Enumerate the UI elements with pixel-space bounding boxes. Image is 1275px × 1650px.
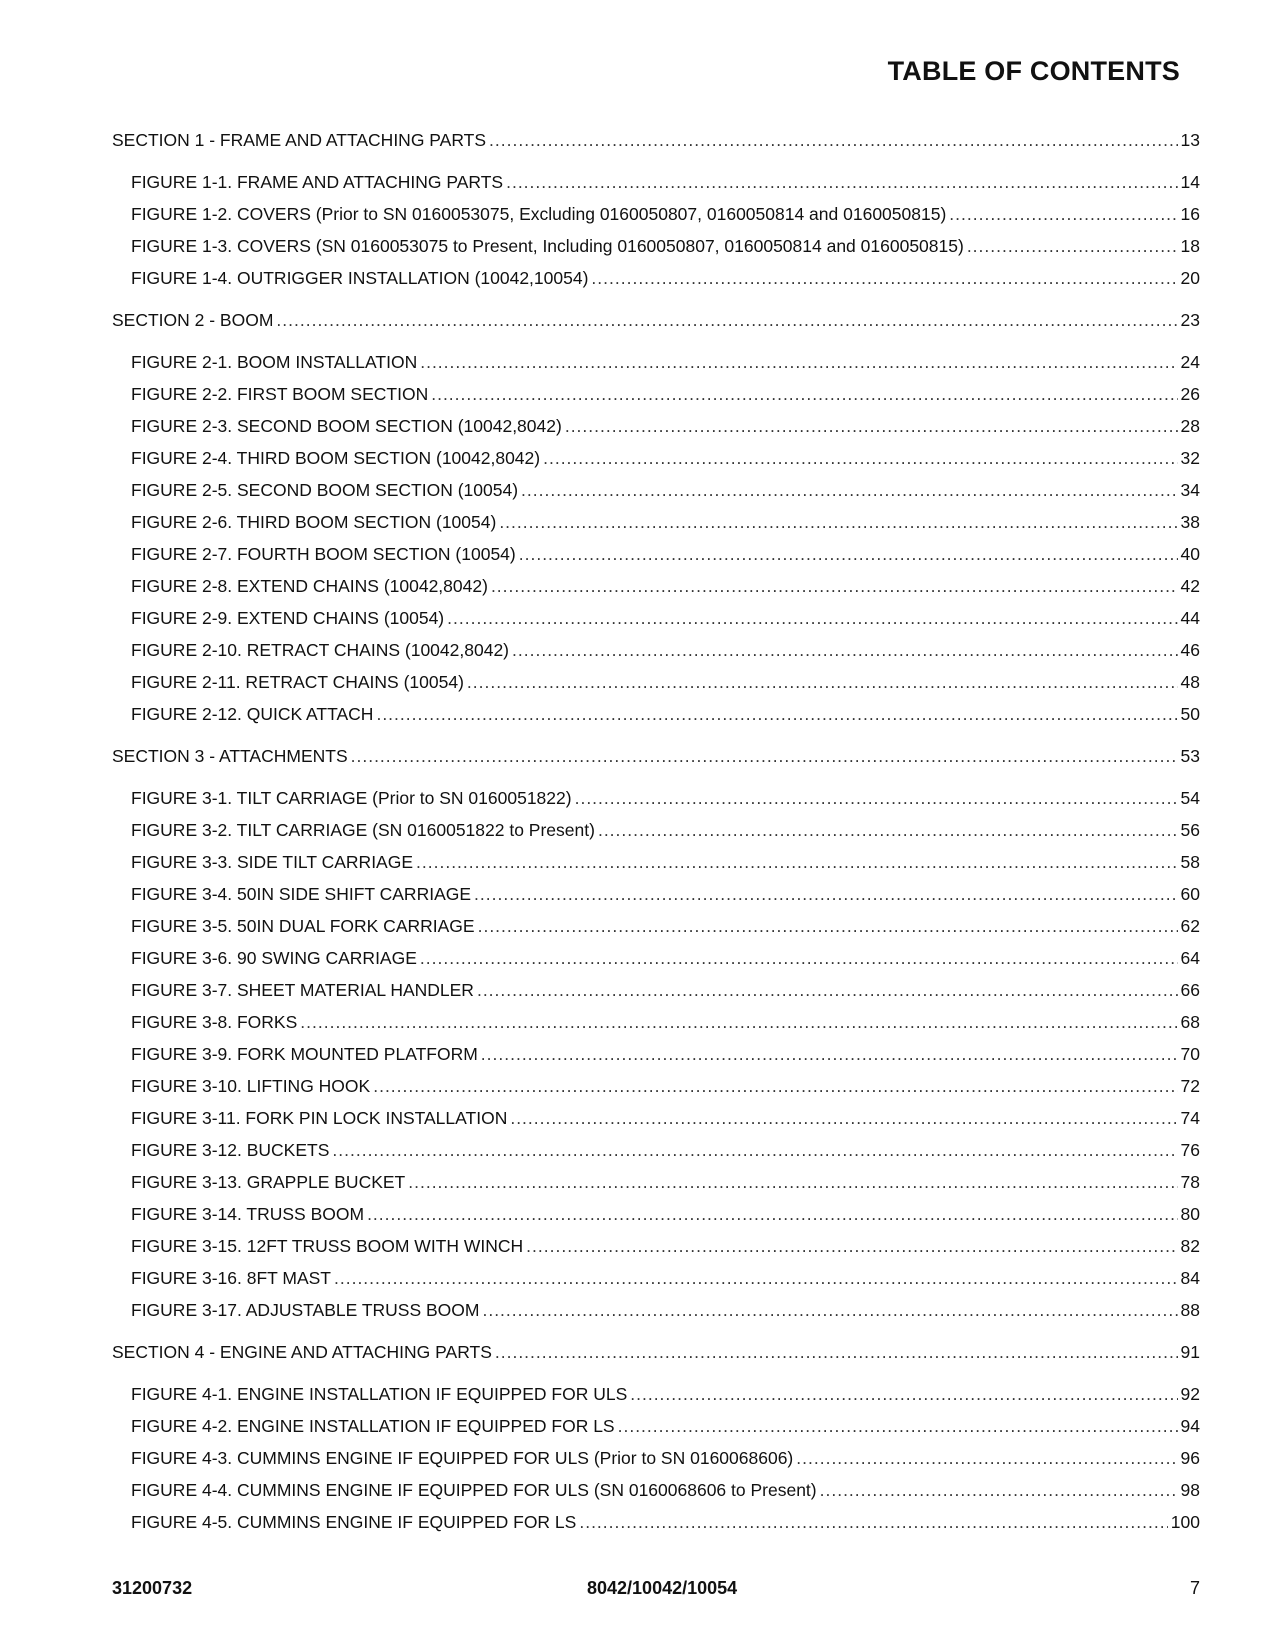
toc-entry-label: FIGURE 3-12. BUCKETS bbox=[131, 1140, 330, 1160]
toc-entry-page-number: 60 bbox=[1180, 884, 1200, 904]
toc-figure-entry[interactable] bbox=[112, 672, 1200, 704]
toc-entry-page-number: 54 bbox=[1180, 788, 1200, 808]
toc-entry-page-number: 26 bbox=[1180, 384, 1200, 404]
page-title: TABLE OF CONTENTS bbox=[887, 56, 1180, 86]
toc-figure-entry[interactable] bbox=[112, 1448, 1200, 1480]
toc-figure-entry[interactable] bbox=[112, 236, 1200, 268]
toc-entry-page-number: 58 bbox=[1180, 852, 1200, 872]
dot-leader bbox=[276, 310, 1177, 331]
toc-entry-label: FIGURE 1-1. FRAME AND ATTACHING PARTS bbox=[131, 172, 504, 192]
toc-entry-label: FIGURE 1-4. OUTRIGGER INSTALLATION (10042,10054) bbox=[131, 268, 589, 288]
dot-leader bbox=[482, 1300, 1177, 1321]
toc-entry-label: FIGURE 2-3. SECOND BOOM SECTION (10042,8042) bbox=[131, 416, 562, 436]
toc-entry-page-number: 32 bbox=[1180, 448, 1200, 468]
dot-leader bbox=[512, 640, 1178, 661]
toc-entry-page-number: 50 bbox=[1180, 704, 1200, 724]
dot-leader bbox=[499, 512, 1177, 533]
toc-figure-entry[interactable] bbox=[112, 1204, 1200, 1236]
toc-entry-page-number: 14 bbox=[1180, 172, 1200, 192]
toc-figure-entry[interactable] bbox=[112, 268, 1200, 300]
toc-entry-page-number: 92 bbox=[1180, 1384, 1200, 1404]
toc-figure-entry[interactable] bbox=[112, 576, 1200, 608]
toc-figure-entry[interactable] bbox=[112, 480, 1200, 512]
toc-figure-entry[interactable] bbox=[112, 1268, 1200, 1300]
toc-entry-page-number: 56 bbox=[1180, 820, 1200, 840]
dot-leader bbox=[332, 1140, 1177, 1161]
toc-entry-page-number: 72 bbox=[1180, 1076, 1200, 1096]
toc-figure-entry[interactable] bbox=[112, 1300, 1200, 1332]
toc-figure-entry[interactable] bbox=[112, 1076, 1200, 1108]
toc-figure-entry[interactable] bbox=[112, 852, 1200, 884]
toc-entry-label: SECTION 3 - ATTACHMENTS bbox=[112, 746, 348, 766]
dot-leader bbox=[598, 820, 1178, 841]
toc-figure-entry[interactable] bbox=[112, 916, 1200, 948]
dot-leader bbox=[510, 1108, 1177, 1129]
toc-entry-label: FIGURE 1-2. COVERS (Prior to SN 0160053075, Excluding 0160050807, 0160050814 and 0160050815) bbox=[131, 204, 947, 224]
toc-figure-entry[interactable] bbox=[112, 980, 1200, 1012]
toc-entry-page-number: 28 bbox=[1180, 416, 1200, 436]
toc-entry-label: FIGURE 3-16. 8FT MAST bbox=[131, 1268, 331, 1288]
page-footer bbox=[112, 1578, 1200, 1602]
dot-leader bbox=[420, 948, 1178, 969]
toc-figure-entry[interactable] bbox=[112, 1044, 1200, 1076]
toc-entry-page-number: 68 bbox=[1180, 1012, 1200, 1032]
dot-leader bbox=[630, 1384, 1177, 1405]
toc-entry-label: FIGURE 3-10. LIFTING HOOK bbox=[131, 1076, 371, 1096]
toc-entry-page-number: 76 bbox=[1180, 1140, 1200, 1160]
toc-section-entry[interactable] bbox=[112, 130, 1200, 162]
toc-figure-entry[interactable] bbox=[112, 204, 1200, 236]
dot-leader bbox=[367, 1204, 1177, 1225]
toc-entry-label: FIGURE 2-11. RETRACT CHAINS (10054) bbox=[131, 672, 464, 692]
toc-entry-page-number: 13 bbox=[1180, 130, 1200, 150]
toc-figure-entry[interactable] bbox=[112, 1140, 1200, 1172]
table-of-contents bbox=[112, 130, 1200, 1544]
toc-entry-label: FIGURE 3-11. FORK PIN LOCK INSTALLATION bbox=[131, 1108, 508, 1128]
dot-leader bbox=[575, 788, 1178, 809]
toc-figure-entry[interactable] bbox=[112, 1012, 1200, 1044]
toc-entry-label: FIGURE 3-7. SHEET MATERIAL HANDLER bbox=[131, 980, 474, 1000]
toc-entry-label: FIGURE 4-1. ENGINE INSTALLATION IF EQUIPPED FOR ULS bbox=[131, 1384, 628, 1404]
dot-leader bbox=[376, 704, 1177, 725]
toc-entry-page-number: 64 bbox=[1180, 948, 1200, 968]
dot-leader bbox=[489, 130, 1178, 151]
toc-figure-entry[interactable] bbox=[112, 172, 1200, 204]
toc-entry-label: SECTION 1 - FRAME AND ATTACHING PARTS bbox=[112, 130, 487, 150]
toc-section-entry[interactable] bbox=[112, 1342, 1200, 1374]
dot-leader bbox=[796, 1448, 1177, 1469]
toc-entry-page-number: 53 bbox=[1180, 746, 1200, 766]
dot-leader bbox=[467, 672, 1178, 693]
dot-leader bbox=[506, 172, 1177, 193]
dot-leader bbox=[495, 1342, 1178, 1363]
toc-figure-entry[interactable] bbox=[112, 352, 1200, 384]
toc-entry-page-number: 44 bbox=[1180, 608, 1200, 628]
dot-leader bbox=[519, 544, 1178, 565]
toc-entry-page-number: 78 bbox=[1180, 1172, 1200, 1192]
toc-figure-entry[interactable] bbox=[112, 820, 1200, 852]
dot-leader bbox=[949, 204, 1177, 225]
footer-document-number: 31200732 bbox=[112, 1578, 193, 1598]
footer-models: 8042/10042/10054 bbox=[587, 1578, 738, 1598]
toc-entry-page-number: 88 bbox=[1180, 1300, 1200, 1320]
toc-figure-entry[interactable] bbox=[112, 884, 1200, 916]
toc-figure-entry[interactable] bbox=[112, 1108, 1200, 1140]
toc-figure-entry[interactable] bbox=[112, 704, 1200, 736]
dot-leader bbox=[521, 480, 1178, 501]
dot-leader bbox=[431, 384, 1177, 405]
dot-leader bbox=[447, 608, 1177, 629]
toc-entry-page-number: 84 bbox=[1180, 1268, 1200, 1288]
toc-entry-page-number: 20 bbox=[1180, 268, 1200, 288]
toc-entry-label: FIGURE 3-17. ADJUSTABLE TRUSS BOOM bbox=[131, 1300, 480, 1320]
toc-entry-label: FIGURE 4-2. ENGINE INSTALLATION IF EQUIPPED FOR LS bbox=[131, 1416, 615, 1436]
toc-entry-page-number: 94 bbox=[1180, 1416, 1200, 1436]
toc-section-entry[interactable] bbox=[112, 310, 1200, 342]
toc-entry-page-number: 24 bbox=[1180, 352, 1200, 372]
toc-entry-label: FIGURE 3-4. 50IN SIDE SHIFT CARRIAGE bbox=[131, 884, 472, 904]
dot-leader bbox=[591, 268, 1177, 289]
toc-entry-page-number: 91 bbox=[1180, 1342, 1200, 1362]
dot-leader bbox=[478, 916, 1178, 937]
dot-leader bbox=[373, 1076, 1177, 1097]
dot-leader bbox=[491, 576, 1178, 597]
toc-entry-label: FIGURE 4-4. CUMMINS ENGINE IF EQUIPPED FOR ULS (SN 0160068606 to Present) bbox=[131, 1480, 817, 1500]
toc-entry-label: FIGURE 3-8. FORKS bbox=[131, 1012, 298, 1032]
toc-entry-label: FIGURE 3-9. FORK MOUNTED PLATFORM bbox=[131, 1044, 478, 1064]
toc-figure-entry[interactable] bbox=[112, 1480, 1200, 1512]
toc-figure-entry[interactable] bbox=[112, 512, 1200, 544]
toc-figure-entry[interactable] bbox=[112, 1384, 1200, 1416]
toc-figure-entry[interactable] bbox=[112, 948, 1200, 980]
toc-entry-label: FIGURE 4-3. CUMMINS ENGINE IF EQUIPPED FOR ULS (Prior to SN 0160068606) bbox=[131, 1448, 794, 1468]
toc-entry-page-number: 70 bbox=[1180, 1044, 1200, 1064]
toc-entry-page-number: 46 bbox=[1180, 640, 1200, 660]
toc-entry-page-number: 100 bbox=[1170, 1512, 1200, 1532]
toc-entry-label: FIGURE 4-5. CUMMINS ENGINE IF EQUIPPED FOR LS bbox=[131, 1512, 577, 1532]
toc-section-entry[interactable] bbox=[112, 746, 1200, 778]
toc-entry-page-number: 80 bbox=[1180, 1204, 1200, 1224]
toc-entry-page-number: 18 bbox=[1180, 236, 1200, 256]
toc-figure-entry[interactable] bbox=[112, 1172, 1200, 1204]
toc-figure-entry[interactable] bbox=[112, 416, 1200, 448]
dot-leader bbox=[579, 1512, 1167, 1533]
toc-entry-label: FIGURE 2-1. BOOM INSTALLATION bbox=[131, 352, 418, 372]
toc-entry-label: FIGURE 3-13. GRAPPLE BUCKET bbox=[131, 1172, 406, 1192]
toc-entry-page-number: 40 bbox=[1180, 544, 1200, 564]
toc-entry-page-number: 66 bbox=[1180, 980, 1200, 1000]
toc-entry-page-number: 98 bbox=[1180, 1480, 1200, 1500]
toc-entry-label: FIGURE 3-2. TILT CARRIAGE (SN 0160051822 to Present) bbox=[131, 820, 595, 840]
toc-entry-label: FIGURE 3-6. 90 SWING CARRIAGE bbox=[131, 948, 417, 968]
toc-entry-label: FIGURE 2-4. THIRD BOOM SECTION (10042,8042) bbox=[131, 448, 541, 468]
toc-entry-label: FIGURE 2-9. EXTEND CHAINS (10054) bbox=[131, 608, 445, 628]
toc-entry-label: FIGURE 3-15. 12FT TRUSS BOOM WITH WINCH bbox=[131, 1236, 524, 1256]
toc-entry-page-number: 62 bbox=[1180, 916, 1200, 936]
toc-entry-page-number: 82 bbox=[1180, 1236, 1200, 1256]
dot-leader bbox=[481, 1044, 1178, 1065]
toc-entry-label: FIGURE 3-5. 50IN DUAL FORK CARRIAGE bbox=[131, 916, 475, 936]
toc-entry-label: FIGURE 2-5. SECOND BOOM SECTION (10054) bbox=[131, 480, 519, 500]
toc-entry-page-number: 74 bbox=[1180, 1108, 1200, 1128]
toc-figure-entry[interactable] bbox=[112, 640, 1200, 672]
toc-entry-label: FIGURE 2-12. QUICK ATTACH bbox=[131, 704, 374, 724]
toc-figure-entry[interactable] bbox=[112, 608, 1200, 640]
toc-entry-label: FIGURE 1-3. COVERS (SN 0160053075 to Present, Including 0160050807, 0160050814 and 0160050815) bbox=[131, 236, 964, 256]
toc-figure-entry[interactable] bbox=[112, 384, 1200, 416]
toc-figure-entry[interactable] bbox=[112, 788, 1200, 820]
toc-figure-entry[interactable] bbox=[112, 544, 1200, 576]
toc-entry-label: FIGURE 2-6. THIRD BOOM SECTION (10054) bbox=[131, 512, 497, 532]
toc-entry-page-number: 38 bbox=[1180, 512, 1200, 532]
toc-entry-page-number: 34 bbox=[1180, 480, 1200, 500]
toc-entry-label: FIGURE 2-7. FOURTH BOOM SECTION (10054) bbox=[131, 544, 516, 564]
toc-entry-label: FIGURE 2-8. EXTEND CHAINS (10042,8042) bbox=[131, 576, 488, 596]
dot-leader bbox=[351, 746, 1178, 767]
dot-leader bbox=[420, 352, 1177, 373]
toc-figure-entry[interactable] bbox=[112, 1416, 1200, 1448]
toc-entry-label: SECTION 2 - BOOM bbox=[112, 310, 274, 330]
toc-entry-page-number: 23 bbox=[1180, 310, 1200, 330]
dot-leader bbox=[408, 1172, 1177, 1193]
dot-leader bbox=[416, 852, 1178, 873]
dot-leader bbox=[820, 1480, 1178, 1501]
toc-figure-entry[interactable] bbox=[112, 1236, 1200, 1268]
toc-entry-page-number: 96 bbox=[1180, 1448, 1200, 1468]
footer-page-number: 7 bbox=[1189, 1578, 1200, 1598]
toc-figure-entry[interactable] bbox=[112, 448, 1200, 480]
toc-entry-label: FIGURE 3-14. TRUSS BOOM bbox=[131, 1204, 365, 1224]
dot-leader bbox=[300, 1012, 1177, 1033]
toc-figure-entry[interactable] bbox=[112, 1512, 1200, 1544]
toc-entry-label: SECTION 4 - ENGINE AND ATTACHING PARTS bbox=[112, 1342, 492, 1362]
dot-leader bbox=[526, 1236, 1177, 1257]
toc-entry-label: FIGURE 2-2. FIRST BOOM SECTION bbox=[131, 384, 429, 404]
dot-leader bbox=[474, 884, 1178, 905]
dot-leader bbox=[618, 1416, 1178, 1437]
toc-entry-page-number: 16 bbox=[1180, 204, 1200, 224]
toc-entry-page-number: 42 bbox=[1180, 576, 1200, 596]
dot-leader bbox=[565, 416, 1178, 437]
toc-entry-page-number: 48 bbox=[1180, 672, 1200, 692]
dot-leader bbox=[334, 1268, 1178, 1289]
dot-leader bbox=[543, 448, 1177, 469]
toc-entry-label: FIGURE 2-10. RETRACT CHAINS (10042,8042) bbox=[131, 640, 510, 660]
dot-leader bbox=[967, 236, 1178, 257]
dot-leader bbox=[477, 980, 1178, 1001]
toc-entry-label: FIGURE 3-1. TILT CARRIAGE (Prior to SN 0160051822) bbox=[131, 788, 572, 808]
toc-entry-label: FIGURE 3-3. SIDE TILT CARRIAGE bbox=[131, 852, 414, 872]
